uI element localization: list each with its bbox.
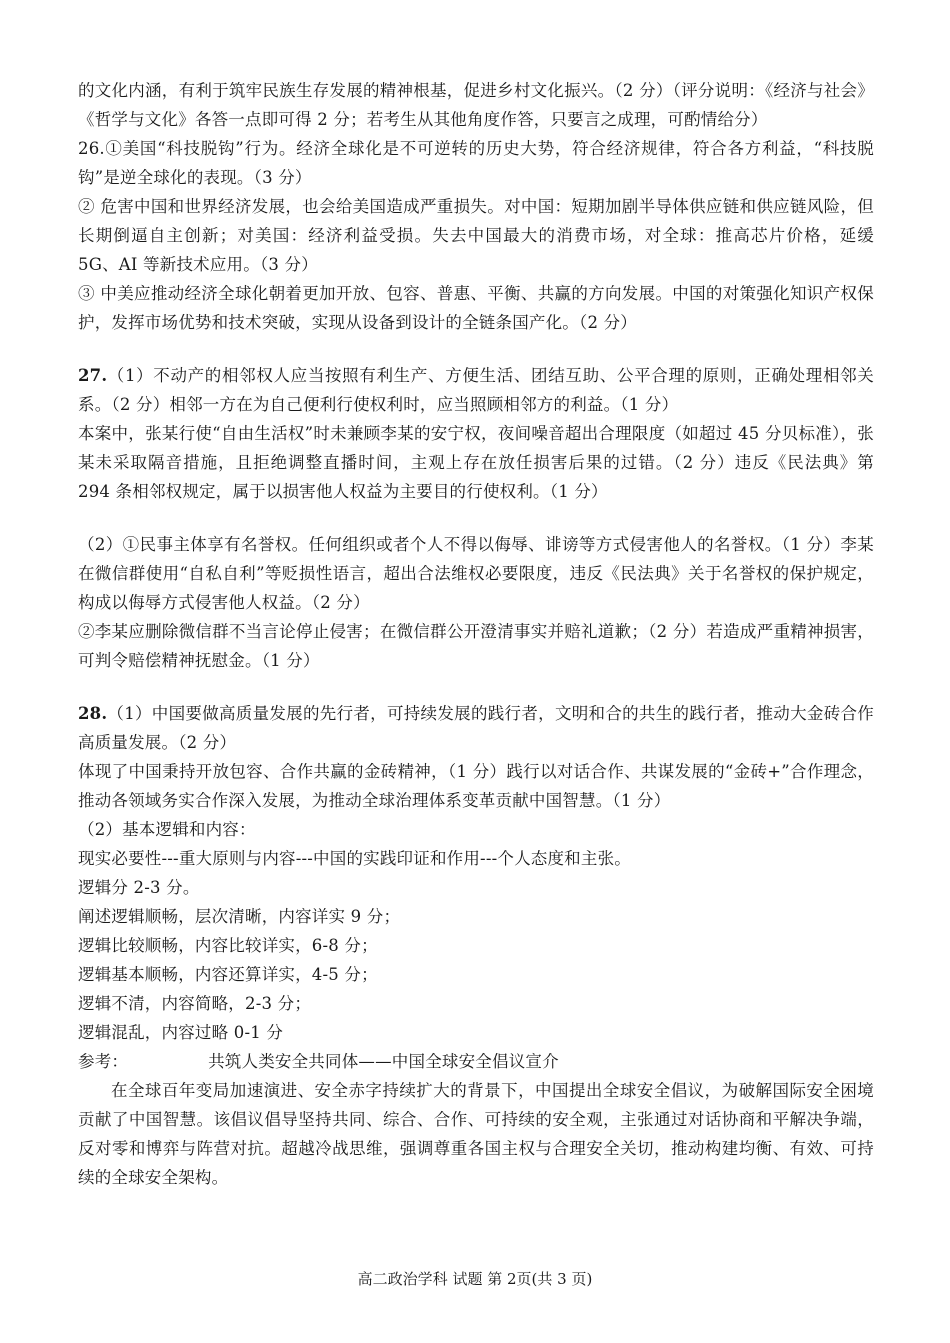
q28-logic-score: 逻辑分 2-3 分。 (78, 878, 200, 897)
q27-number: 27. (78, 366, 108, 385)
spacer (78, 675, 874, 699)
q27-remedy: ②李某应删除微信群不当言论停止侵害；在微信群公开澄清事实并赔礼道歉；（2 分）若造成严重精神损害，可判令赔偿精神抚慰金。（1 分） (78, 622, 874, 670)
q27-part-1-text: （1）不动产的相邻权人应当按照有利生产、方便生活、团结互助、公平合理的原则，正确处理相邻关系。（2 分）相邻一方在为自己便利行使权利时，应当照顾相邻方的利益。（1 分） (78, 366, 874, 414)
q27-part-2: （2）①民事主体享有名誉权。任何组织或者个人不得以侮辱、诽谤等方式侵害他人的名誉权。（1 分）李某在微信群使用“自私自利”等贬损性语言，超出合法维权必要限度，违反《民法典》关于名誉权的保护规定，构成以侮辱方式侵害他人权益。（2 分） (78, 535, 874, 612)
page-footer: 高二政治学科 试题 第 2页(共 3 页) (357, 1270, 593, 1288)
q26-point-2: ② 危害中国和世界经济发展，也会给美国造成严重损失。对中国：短期加剧半导体供应链和供应链风险，但长期倒逼自主创新；对美国：经济利益受损。失去中国最大的消费市场，对全球：推高芯片价格，延缓 5G、AI 等新技术应用。（3 分） (78, 197, 874, 274)
q27-analysis: 本案中，张某行使“自由生活权”时未兼顾李某的安宁权，夜间噪音超出合理限度（如超过 45 分贝标准），张某未采取隔音措施，且拒绝调整直播时间，主观上存在放任损害后果的过错。（2 分）违反《民法典》第 294 条相邻权规定，属于以损害他人权益为主要目的行使权利。（1 分） (78, 424, 874, 501)
spacer (78, 337, 874, 361)
q28-rubric-level-2: 逻辑比较顺畅，内容比较详实，6-8 分； (78, 936, 378, 955)
q28-rubric-level-5: 逻辑混乱，内容过略 0-1 分 (78, 1023, 284, 1042)
spacer (78, 506, 874, 530)
q28-rubric-level-1: 阐述逻辑顺畅，层次清晰，内容详实 9 分； (78, 907, 401, 926)
q28-explanation: 体现了中国秉持开放包容、合作共赢的金砖精神，（1 分）践行以对话合作、共谋发展的“金砖+”合作理念，推动各领域务实合作深入发展，为推动全球治理体系变革贡献中国智慧。（1 分） (78, 762, 874, 810)
q26-point-1: 26.①美国“科技脱钩”行为。经济全球化是不可逆转的历史大势，符合经济规律，符合各方利益，“科技脱钩”是逆全球化的表现。（3 分） (78, 139, 874, 187)
q28-logic-chain: 现实必要性---重大原则与内容---中国的实践印证和作用---个人态度和主张。 (78, 849, 631, 868)
q28-rubric-level-4: 逻辑不清，内容简略，2-3 分； (78, 994, 312, 1013)
reference-body: 在全球百年变局加速演进、安全赤字持续扩大的背景下，中国提出全球安全倡议，为破解国际安全困境贡献了中国智慧。该倡议倡导坚持共同、综合、合作、可持续的安全观，主张通过对话协商和平解决争端，反对零和博弈与阵营对抗。超越冷战思维，强调尊重各国主权与合理安全关切，推动构建均衡、有效、可持续的全球安全架构。 (78, 1081, 874, 1187)
reference-header (78, 1047, 874, 1076)
q28-rubric-level-3: 逻辑基本顺畅，内容还算详实，4-5 分； (78, 965, 378, 984)
q27-part-1 (78, 361, 874, 419)
answer-content (78, 76, 874, 1192)
q26-point-3: ③ 中美应推动经济全球化朝着更加开放、包容、普惠、平衡、共赢的方向发展。中国的对策强化知识产权保护，发挥市场优势和技术突破，实现从设备到设计的全链条国产化。（2 分） (78, 284, 874, 332)
q28-part-1-text: （1）中国要做高质量发展的先行者，可持续发展的践行者，文明和合的共生的践行者，推动大金砖合作高质量发展。（2 分） (78, 704, 874, 752)
reference-title: 共筑人类安全共同体——中国全球安全倡议宣介 (208, 1052, 559, 1071)
paragraph-continuation: 的文化内涵，有利于筑牢民族生存发展的精神根基，促进乡村文化振兴。（2 分）（评分说明：《经济与社会》《哲学与文化》各答一点即可得 2 分；若考生从其他角度作答，只要言之成理，可酌情给分） (78, 81, 874, 129)
q28-number: 28. (78, 704, 108, 723)
q28-part-1 (78, 699, 874, 757)
reference-label: 参考： (78, 1052, 129, 1071)
q28-part-2-heading: （2）基本逻辑和内容： (78, 820, 256, 839)
